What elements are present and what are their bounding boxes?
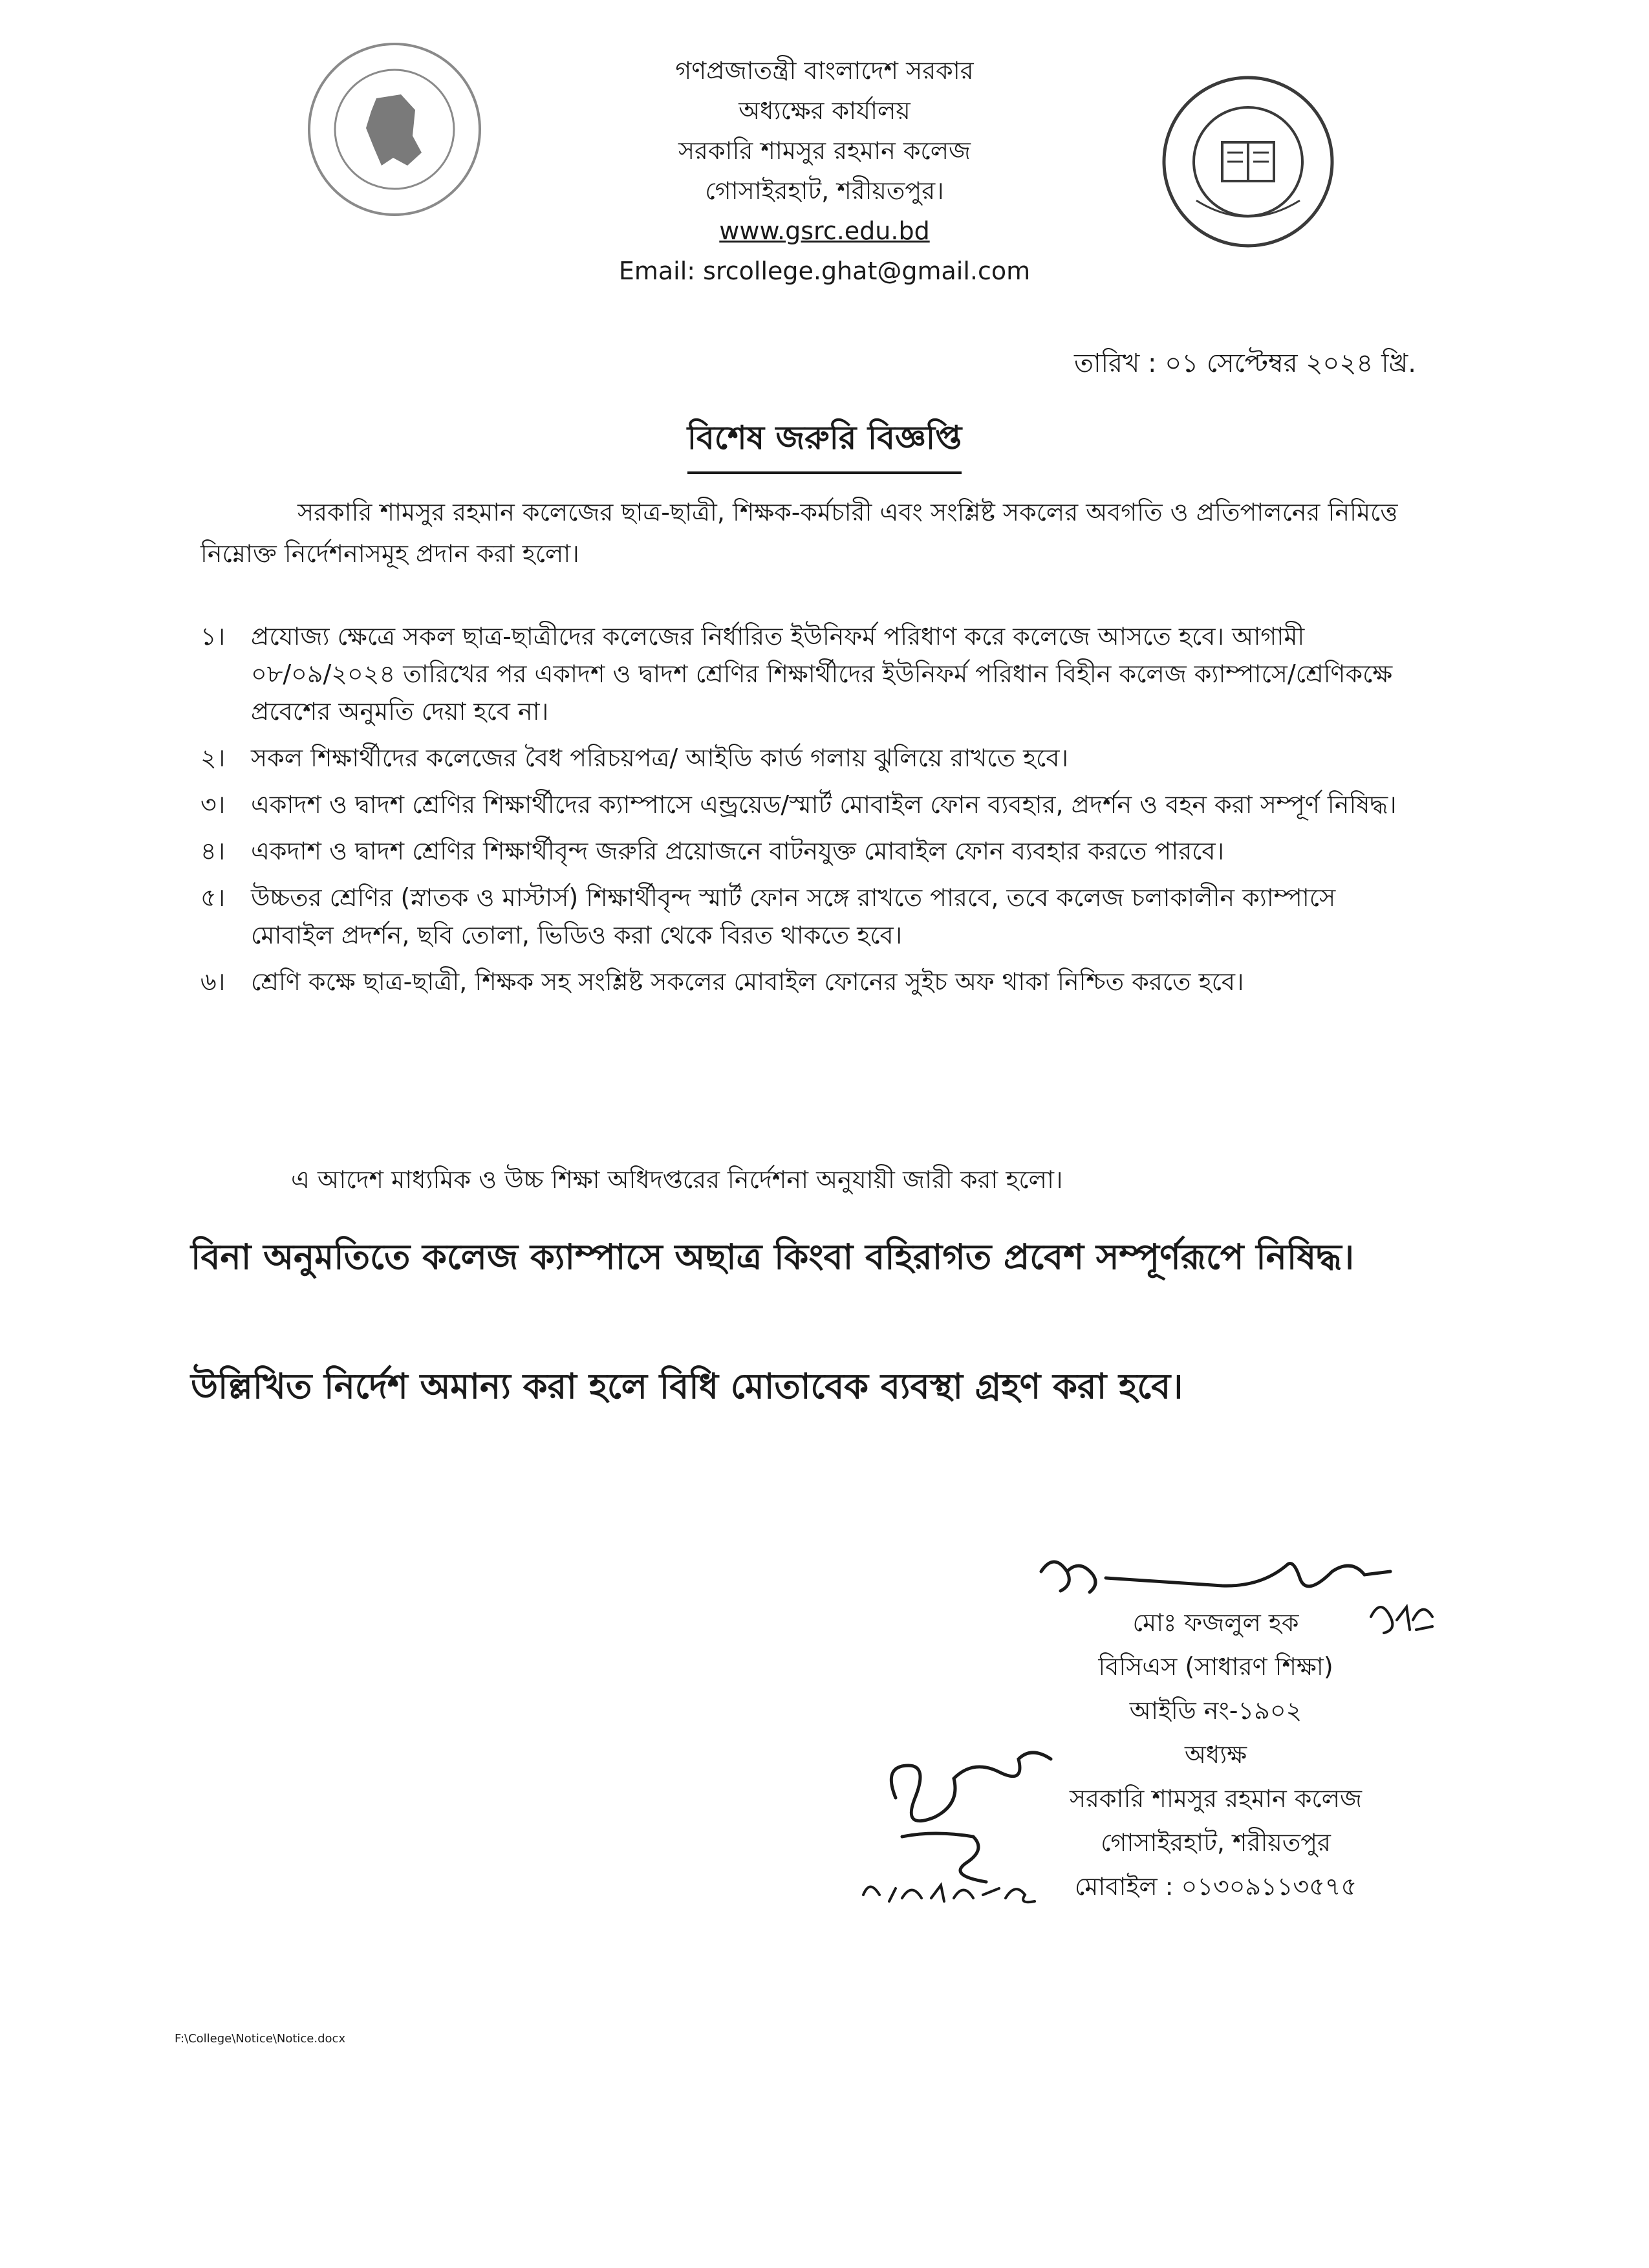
list-item [200,786,1403,823]
list-item-number: ৩। [200,790,226,819]
list-item-number: ১। [200,622,226,651]
order-note: এ আদেশ মাধ্যমিক ও উচ্চ শিক্ষা অধিদপ্তরের নির্দেশনা অনুযায়ী জারী করা হলো। [291,1165,1063,1194]
list-item-text: উচ্চতর শ্রেণির (স্নাতক ও মাস্টার্স) শিক্ষার্থীবৃন্দ স্মার্ট ফোন সঙ্গে রাখতে পারবে, তবে কলেজ চলাকালীন ক্যাম্পাসে মোবাইল প্রদর্শন, ছবি তোলা, ভিডিও করা থেকে বিরত থাকতে হবে। [251,883,1336,949]
header-email: Email: srcollege.ghat@gmail.com [618,257,1031,285]
list-item-number: ৪। [200,837,226,865]
signer-location: গোসাইরহাট, শরীয়তপুর [1101,1828,1331,1857]
header-location: গোসাইরহাট, শরীয়তপুর। [705,177,944,205]
letterhead [388,50,1261,291]
warning-outsiders: বিনা অনুমতিতে কলেজ ক্যাম্পাসে অছাত্র কিংবা বহিরাগত প্রবেশ সম্পূর্ণরূপে নিষিদ্ধ। [191,1237,1355,1277]
list-item [200,963,1403,1000]
list-item [200,832,1403,870]
list-item-number: ৬। [200,967,226,996]
signer-block [1009,1601,1423,1908]
list-item-number: ২। [200,744,226,772]
signer-cadre: বিসিএস (সাধারণ শিক্ষা) [1098,1652,1333,1681]
notice-intro: সরকারি শামসুর রহমান কলেজের ছাত্র-ছাত্রী, শিক্ষক-কর্মচারী এবং সংশ্লিষ্ট সকলের অবগতি ও প্রতিপালনের নিমিত্তে নিম্নোক্ত নির্দেশনাসমূহ প্রদান করা হলো। [200,498,1398,568]
list-item [200,879,1403,954]
list-item [200,618,1403,730]
list-item-text: প্রযোজ্য ক্ষেত্রে সকল ছাত্র-ছাত্রীদের কলেজের নির্ধারিত ইউনিফর্ম পরিধাণ করে কলেজে আসতে হবে। আগামী ০৮/০৯/২০২৪ তারিখের পর একাদশ ও দ্বাদশ শ্রেণির শিক্ষার্থীদের ইউনিফর্ম পরিধান বিহীন কলেজ ক্যাম্পাসে/শ্রেণিকক্ষে প্রবেশের অনুমতি দেয়া হবে না। [251,622,1393,726]
signer-designation: অধ্যক্ষ [1184,1740,1247,1769]
notice-title-wrap [0,414,1649,474]
header-government: গণপ্রজাতন্ত্রী বাংলাদেশ সরকার [675,56,974,85]
header-office: অধ্যক্ষের কার্যালয় [738,96,911,125]
signer-name: মোঃ ফজলুল হক [1132,1608,1299,1637]
list-item-text: একাদশ ও দ্বাদশ শ্রেণির শিক্ষার্থীদের ক্যাম্পাসে এন্ড্রয়েড/স্মার্ট মোবাইল ফোন ব্যবহার, প্রদর্শন ও বহন করা সম্পূর্ণ নিষিদ্ধ। [251,790,1397,819]
signer-id: আইডি নং-১৯০২ [1129,1696,1302,1725]
instruction-list [200,618,1403,1010]
header-website-link[interactable]: www.gsrc.edu.bd [719,217,930,245]
signer-mobile: মোবাইল : ০১৩০৯১১৩৫৭৫ [1074,1872,1357,1901]
notice-date: তারিখ : ০১ সেপ্টেম্বর ২০২৪ খ্রি. [1074,349,1416,378]
signer-college: সরকারি শামসুর রহমান কলেজ [1069,1784,1363,1813]
list-item-text: সকল শিক্ষার্থীদের কলেজের বৈধ পরিচয়পত্র/ আইডি কার্ড গলায় ঝুলিয়ে রাখতে হবে। [251,744,1069,772]
warning-penalty: উল্লিখিত নির্দেশ অমান্য করা হলে বিধি মোতাবেক ব্যবস্থা গ্রহণ করা হবে। [191,1366,1183,1407]
header-college: সরকারি শামসুর রহমান কলেজ [678,136,971,165]
list-item-text: শ্রেণি কক্ষে ছাত্র-ছাত্রী, শিক্ষক সহ সংশ্লিষ্ট সকলের মোবাইল ফোনের সুইচ অফ থাকা নিশ্চিত করতে হবে। [251,967,1244,996]
list-item-number: ৫। [200,883,226,912]
footer-file-path: F:\College\Notice\Notice.docx [175,2032,346,2046]
notice-title: বিশেষ জরুরি বিজ্ঞপ্তি [687,414,962,474]
list-item-text: একদাশ ও দ্বাদশ শ্রেণির শিক্ষার্থীবৃন্দ জরুরি প্রয়োজনে বাটনযুক্ত মোবাইল ফোন ব্যবহার করতে পারবে। [251,837,1225,865]
list-item [200,739,1403,777]
